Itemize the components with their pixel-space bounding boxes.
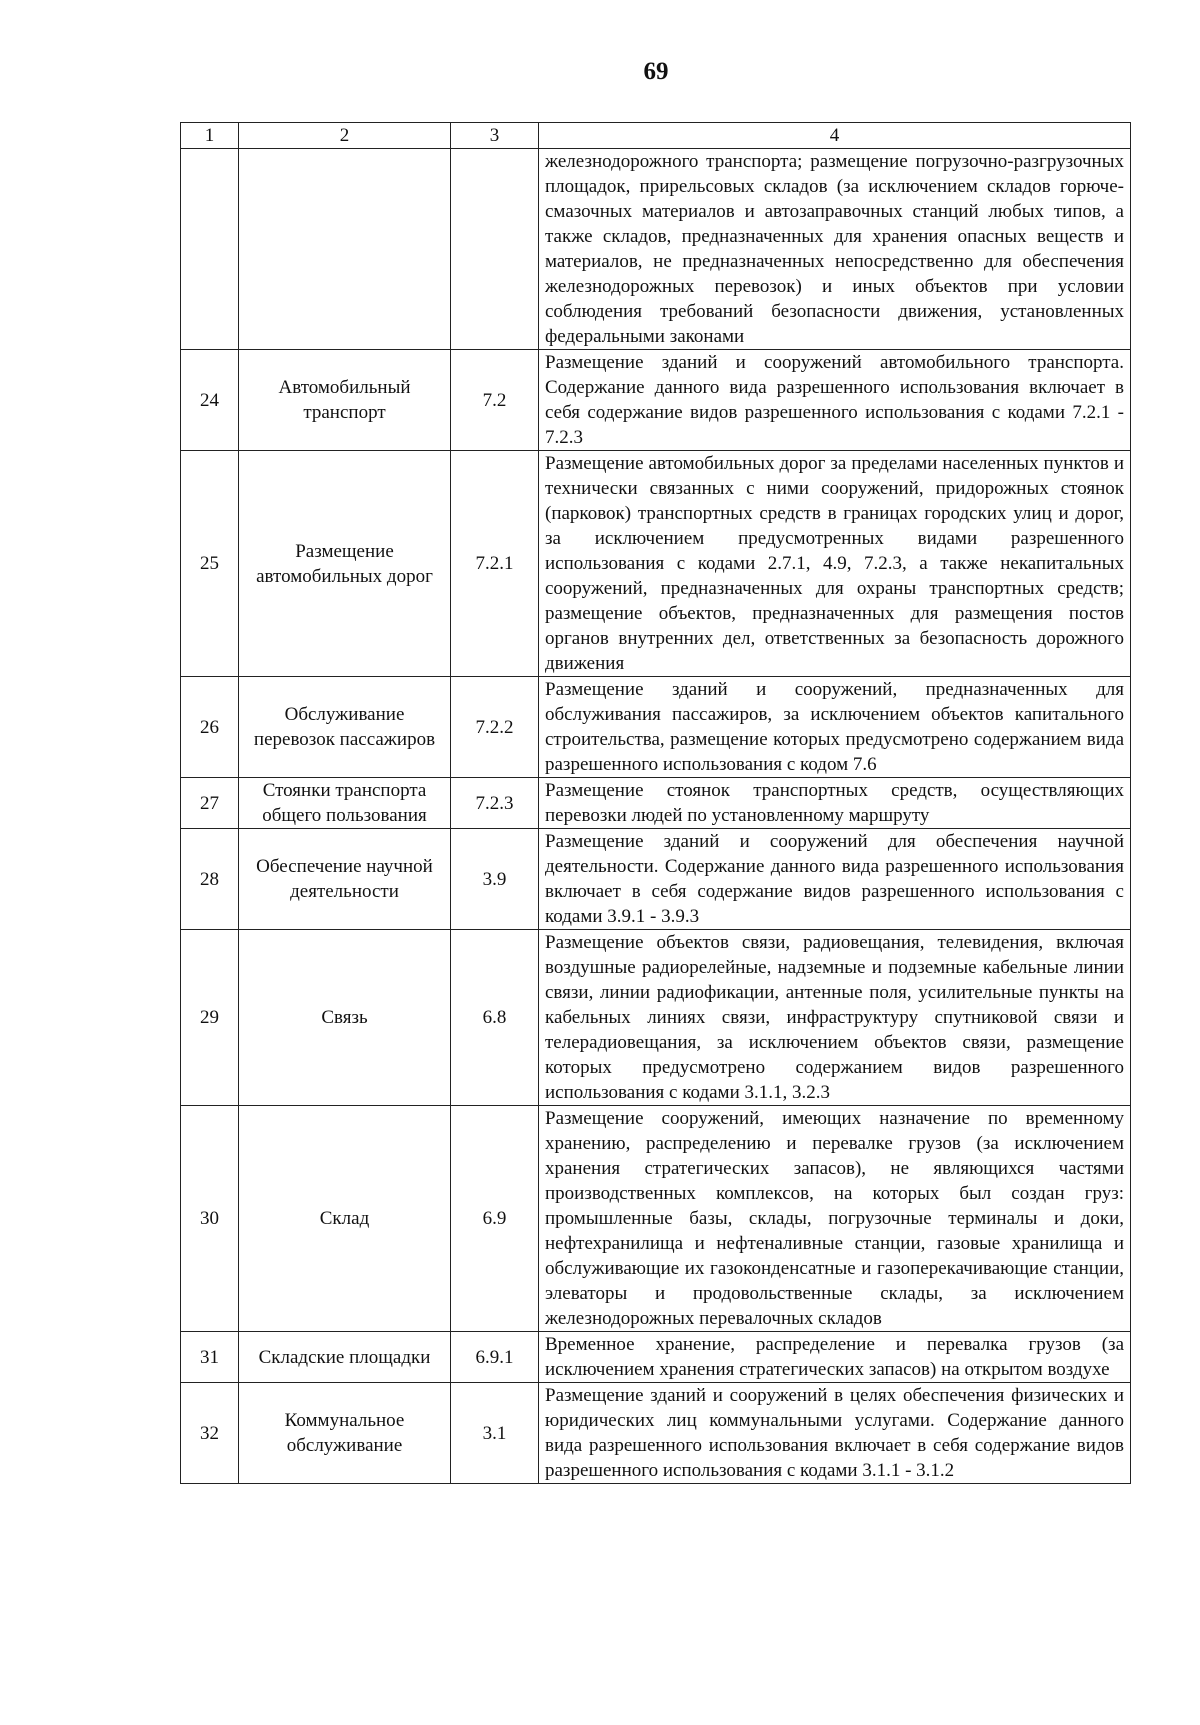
row-number: 25 (181, 451, 239, 677)
page-number: 69 (643, 58, 669, 85)
use-name: Связь (239, 930, 451, 1106)
table-row (181, 1106, 1131, 1332)
table-row (181, 350, 1131, 451)
table-row (181, 1383, 1131, 1484)
use-name: Обслуживание перевозок пассажиров (239, 677, 451, 778)
use-name: Складские площадки (239, 1332, 451, 1383)
table-row (181, 451, 1131, 677)
row-number: 32 (181, 1383, 239, 1484)
use-code: 6.8 (451, 930, 539, 1106)
use-code: 3.1 (451, 1383, 539, 1484)
use-code: 7.2.3 (451, 778, 539, 829)
row-number: 26 (181, 677, 239, 778)
row-number: 27 (181, 778, 239, 829)
use-description: Размещение зданий и сооружений для обеспечения научной деятельности. Содержание данного вида разрешенного использования включает в себя содержание видов разрешенного использования с кодами 3.9.1 - 3.9.3 (539, 829, 1131, 930)
use-description: Размещение объектов связи, радиовещания, телевидения, включая воздушные радиорелейные, надземные и подземные кабельные линии связи, линии радиофикации, антенные поля, усилительные пункты на кабельных линиях связи, инфраструктуру спутниковой связи и телерадиовещания, за исключением объектов связи, размещение которых предусмотрено содержанием видов разрешенного использования с кодами 3.1.1, 3.2.3 (539, 930, 1131, 1106)
row-number: 24 (181, 350, 239, 451)
row-number: 29 (181, 930, 239, 1106)
use-name: Склад (239, 1106, 451, 1332)
use-description: Размещение зданий и сооружений автомобильного транспорта. Содержание данного вида разрешенного использования включает в себя содержание видов разрешенного использования с кодами 7.2.1 - 7.2.3 (539, 350, 1131, 451)
use-description: Размещение зданий и сооружений, предназначенных для обслуживания пассажиров, за исключением объектов капитального строительства, размещение которых предусмотрено содержанием вида разрешенного использования с кодом 7.6 (539, 677, 1131, 778)
use-name: Автомобильный транспорт (239, 350, 451, 451)
table-row (181, 677, 1131, 778)
row-number: 30 (181, 1106, 239, 1332)
use-description: Размещение сооружений, имеющих назначение по временному хранению, распределению и перевалке грузов (за исключением хранения стратегических запасов), не являющихся частями производственных комплексов, на которых был создан груз: промышленные базы, склады, погрузочные терминалы и доки, нефтехранилища и нефтеналивные станции, газовые хранилища и обслуживающие их газоконденсатные и газоперекачивающие станции, элеваторы и продовольственные склады, за исключением железнодорожных перевалочных складов (539, 1106, 1131, 1332)
header-col-4: 4 (539, 123, 1131, 149)
use-code (451, 149, 539, 350)
table-header-row (181, 123, 1131, 149)
table-row (181, 778, 1131, 829)
row-number (181, 149, 239, 350)
use-name: Коммунальное обслуживание (239, 1383, 451, 1484)
table-row (181, 1332, 1131, 1383)
header-col-3: 3 (451, 123, 539, 149)
use-code: 3.9 (451, 829, 539, 930)
use-code: 7.2.2 (451, 677, 539, 778)
use-name: Стоянки транспорта общего пользования (239, 778, 451, 829)
use-description: Размещение автомобильных дорог за пределами населенных пунктов и технически связанных с ними сооружений, придорожных стоянок (парковок) транспортных средств в границах городских улиц и дорог, за исключением предусмотренных видами разрешенного использования с кодами 2.7.1, 4.9, 7.2.3, а также некапитальных сооружений, предназначенных для охраны транспортных средств; размещение объектов, предназначенных для размещения постов органов внутренних дел, ответственных за безопасность дорожного движения (539, 451, 1131, 677)
use-description: железнодорожного транспорта; размещение погрузочно-разгрузочных площадок, прирельсовых складов (за исключением складов горюче-смазочных материалов и автозаправочных станций любых типов, а также складов, предназначенных для хранения опасных веществ и материалов, не предназначенных непосредственно для обеспечения железнодорожных перевозок) и иных объектов при условии соблюдения требований безопасности движения, установленных федеральными законами (539, 149, 1131, 350)
header-col-1: 1 (181, 123, 239, 149)
table-row (181, 829, 1131, 930)
row-number: 31 (181, 1332, 239, 1383)
use-code: 7.2 (451, 350, 539, 451)
table-row (181, 930, 1131, 1106)
use-description: Временное хранение, распределение и перевалка грузов (за исключением хранения стратегических запасов) на открытом воздухе (539, 1332, 1131, 1383)
table-row (181, 149, 1131, 350)
use-code: 6.9.1 (451, 1332, 539, 1383)
use-name (239, 149, 451, 350)
use-code: 6.9 (451, 1106, 539, 1332)
header-col-2: 2 (239, 123, 451, 149)
use-description: Размещение стоянок транспортных средств, осуществляющих перевозки людей по установленному маршруту (539, 778, 1131, 829)
use-description: Размещение зданий и сооружений в целях обеспечения физических и юридических лиц коммунальными услугами. Содержание данного вида разрешенного использования включает в себя содержание видов разрешенного использования с кодами 3.1.1 - 3.1.2 (539, 1383, 1131, 1484)
row-number: 28 (181, 829, 239, 930)
land-use-table (180, 122, 1131, 1484)
use-name: Размещение автомобильных дорог (239, 451, 451, 677)
use-name: Обеспечение научной деятельности (239, 829, 451, 930)
use-code: 7.2.1 (451, 451, 539, 677)
